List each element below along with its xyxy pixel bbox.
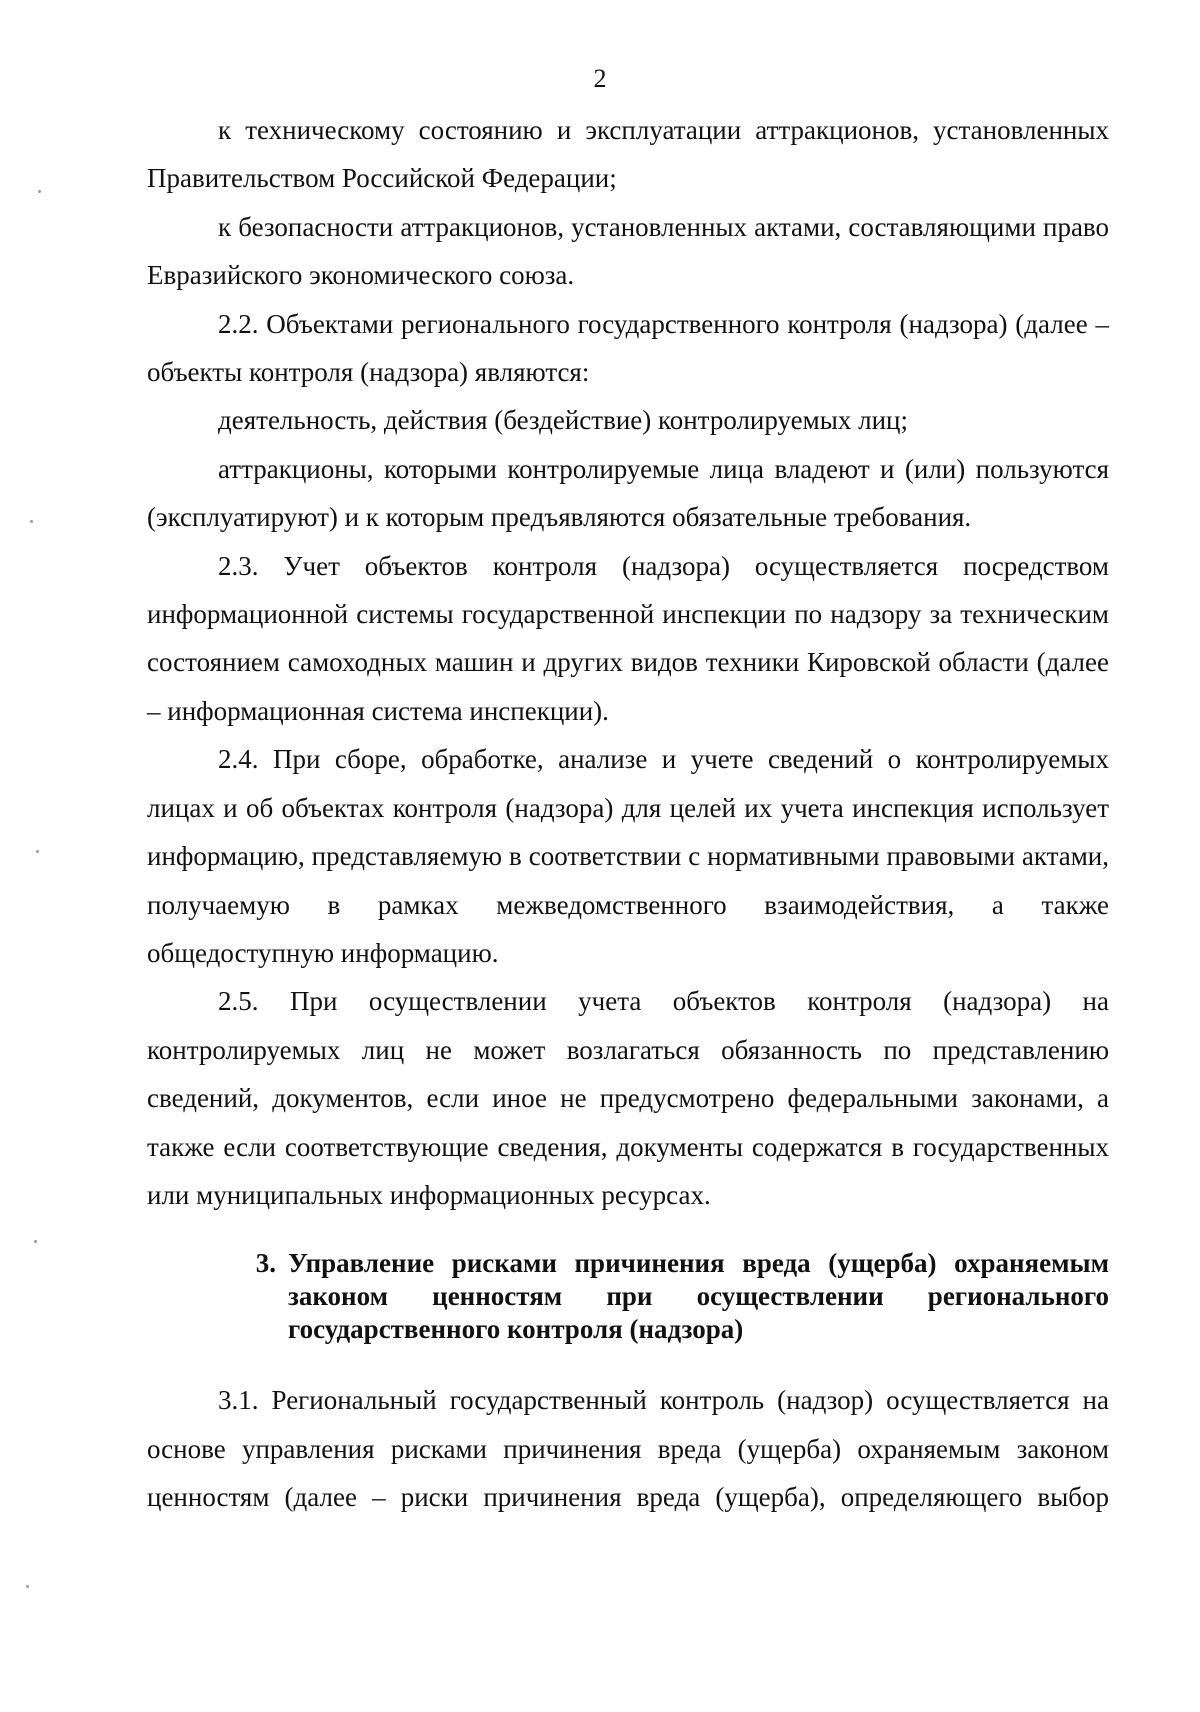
document-body [147, 106, 1109, 1522]
section-3-heading [147, 1247, 1109, 1346]
paragraph-2-5: 2.5. При осуществлении учета объектов контроля (надзора) на контролируемых лиц не может возлагаться обязанность по представлению сведений, документов, если иное не предусмотрено федеральными законами, а также если соответствующие сведения, документы содержатся в государственных или муниципальных информационных ресурсах. [147, 986, 1109, 1210]
section-3-title: Управление рисками причинения вреда (ущерба) охраняемым законом ценностям при осуществлении регионального государственного контроля (надзора) [288, 1248, 1109, 1345]
paragraph-2-2: 2.2. Объектами регионального государственного контроля (надзора) (далее – объекты контроля (надзора) являются: [147, 308, 1109, 388]
page-number: 2 [593, 64, 607, 93]
paragraph-activity: деятельность, действия (бездействие) контролируемых лиц; [218, 405, 909, 436]
paragraph-technical-state: к техническому состоянию и эксплуатации аттракционов, установленных Правительством Российской Федерации; [147, 115, 1109, 194]
paragraph-safety-eaeu: к безопасности аттракционов, установленных актами, составляющими право Евразийского экономического союза. [147, 211, 1109, 291]
paragraph-3-1: 3.1. Региональный государственный контроль (надзор) осуществляется на основе управления рисками причинения вреда (ущерба) охраняемым законом ценностям (далее – риски причинения вреда (ущерба), определяющего выбор [147, 1385, 1109, 1513]
scan-speck [38, 190, 41, 193]
paragraph-attractions: аттракционы, которыми контролируемые лица владеют и (или) пользуются (эксплуатируют) и к которым предъявляются обязательные требования. [147, 453, 1109, 533]
scan-speck [30, 520, 33, 523]
scan-speck [34, 1240, 37, 1243]
scan-speck [36, 850, 39, 853]
paragraph-2-3: 2.3. Учет объектов контроля (надзора) осуществляется посредством информационной системы государственной инспекции по надзору за техническим состоянием самоходных машин и других видов техники Кировской области (далее – информационная система инспекции). [147, 550, 1109, 726]
section-3-number: 3. [255, 1248, 276, 1279]
scan-speck [26, 1585, 29, 1588]
paragraph-2-4: 2.4. При сборе, обработке, анализе и учете сведений о контролируемых лицах и об объектах контроля (надзора) для целей их учета инспекция использует информацию, представляемую в соответствии с нормативными правовыми актами, получаемую в рамках межведомственного взаимодействия, а также общедоступную информацию. [147, 744, 1109, 968]
